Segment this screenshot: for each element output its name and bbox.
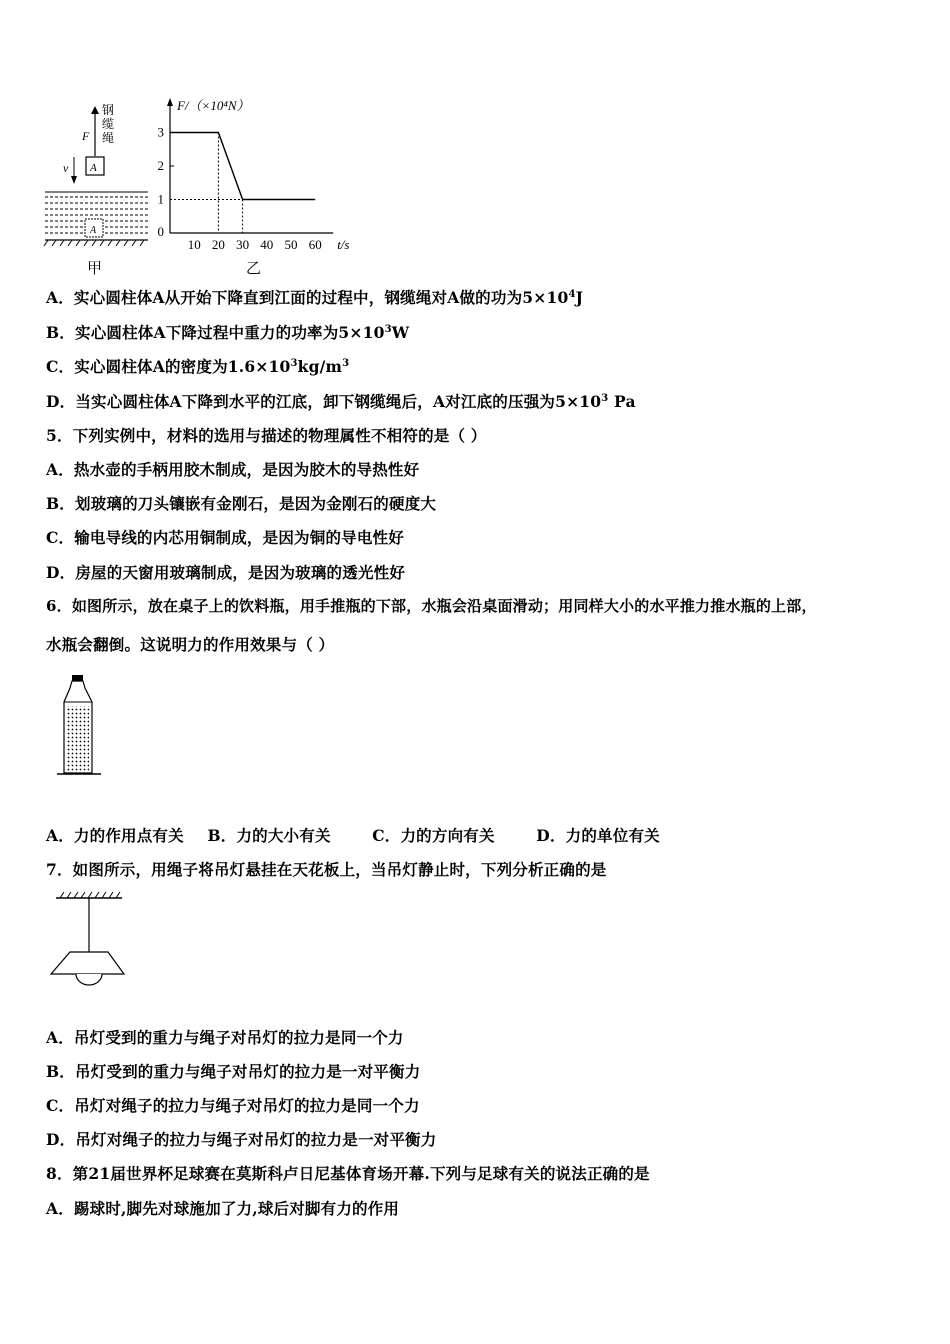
bottle-figure xyxy=(55,672,105,778)
x-tick-label: 40 xyxy=(260,237,274,252)
q6-stem-line1: 6．如图所示，放在桌子上的饮料瓶，用手推瓶的下部，水瓶会沿桌面滑动；用同样大小的水平推力推水瓶的上部， xyxy=(46,597,817,615)
y-tick-label: 1 xyxy=(157,191,164,207)
q4-option-c xyxy=(46,355,349,377)
x-tick-label: 10 xyxy=(187,237,201,252)
q7-stem: 7．如图所示，用绳子将吊灯悬挂在天花板上，当吊灯静止时，下列分析正确的是 xyxy=(46,860,607,879)
q5-option-d: D．房屋的天窗用玻璃制成，是因为玻璃的透光性好 xyxy=(46,563,406,582)
velocity-label: v xyxy=(63,161,69,175)
x-tick-label: 50 xyxy=(284,237,298,252)
q5-stem: 5．下列实例中，材料的选用与描述的物理属性不相符的是（ ） xyxy=(46,426,487,445)
q4-option-exponent: 3 xyxy=(342,357,350,369)
lampshade-icon xyxy=(51,952,124,974)
q6-options xyxy=(46,824,660,846)
bulb-icon xyxy=(76,974,102,985)
q5-option-b: B．划玻璃的刀头镶嵌有金刚石，是因为金刚石的硬度大 xyxy=(46,494,437,513)
q5-option-c: C．输电导线的内芯用铜制成，是因为铜的导电性好 xyxy=(46,528,404,547)
q4-option-unit: Pa xyxy=(608,392,636,411)
series-line-F xyxy=(170,133,315,200)
q6-option-c: C．力的方向有关 xyxy=(372,826,495,845)
q7-option-d: D．吊灯对绳子的拉力与绳子对吊灯的拉力是一对平衡力 xyxy=(46,1130,437,1149)
q4-option-b xyxy=(46,321,409,343)
force-label: F xyxy=(82,129,90,143)
block-label: A xyxy=(90,162,97,174)
q4-option-exponent: 3 xyxy=(601,392,609,404)
q4-option-exponent: 3 xyxy=(290,357,298,369)
q6-option-d: D．力的单位有关 xyxy=(536,826,660,845)
q5-option-a: A．热水壶的手柄用胶木制成，是因为胶木的导热性好 xyxy=(46,460,420,479)
q4-option-a xyxy=(46,286,583,308)
x-tick-label: 60 xyxy=(308,237,322,252)
y-axis-label: F/（×10⁴N） xyxy=(177,98,250,113)
q4-option-text: D．当实心圆柱体A下降到水平的江底，卸下钢缆绳后，A对江底的压强为5×10 xyxy=(46,392,602,411)
q4-option-text: A．实心圆柱体A从开始下降直到江面的过程中，钢缆绳对A做的功为5×10 xyxy=(46,288,569,307)
y-tick-label: 3 xyxy=(157,124,164,140)
x-tick-label: 20 xyxy=(211,237,225,252)
figure-yi-caption: 乙 xyxy=(246,259,262,277)
q7-option-c: C．吊灯对绳子的拉力与绳子对吊灯的拉力是同一个力 xyxy=(46,1096,420,1115)
q7-option-a: A．吊灯受到的重力与绳子对吊灯的拉力是同一个力 xyxy=(46,1028,404,1047)
q6-option-b: B．力的大小有关 xyxy=(207,826,331,845)
y-tick-label: 2 xyxy=(157,158,164,173)
x-axis-label: t/s xyxy=(337,237,350,252)
q4-option-d xyxy=(46,390,636,412)
force-time-chart xyxy=(150,94,365,259)
x-tick-label: 30 xyxy=(236,237,250,252)
y-axis-arrow-icon xyxy=(167,98,173,106)
block-label-bottom: A xyxy=(90,225,97,236)
q4-option-unit: J xyxy=(575,288,584,307)
rope-label: 钢缆绳 xyxy=(102,103,115,145)
q4-option-text: C．实心圆柱体A的密度为1.6×10 xyxy=(46,357,291,376)
bottle-cap-icon xyxy=(72,675,83,681)
q4-option-unit: kg/m xyxy=(297,357,343,376)
q4-option-exponent: 4 xyxy=(568,288,576,300)
origin-label: 0 xyxy=(157,224,164,239)
figure-jia xyxy=(40,100,160,260)
q8-stem: 8．第21届世界杯足球赛在莫斯科卢日尼基体育场开幕.下列与足球有关的说法正确的是 xyxy=(46,1164,650,1183)
q7-option-b: B．吊灯受到的重力与绳子对吊灯的拉力是一对平衡力 xyxy=(46,1062,421,1081)
q6-stem-line2: 水瓶会翻倒。这说明力的作用效果与（ ） xyxy=(46,635,335,654)
q4-option-text: B．实心圆柱体A下降过程中重力的功率为5×10 xyxy=(46,323,385,342)
q8-option-a: A．踢球时,脚先对球施加了力,球后对脚有力的作用 xyxy=(46,1199,400,1218)
figure-jia-caption: 甲 xyxy=(87,259,103,277)
q6-option-a: A．力的作用点有关 xyxy=(46,826,184,845)
q4-option-unit: W xyxy=(391,323,410,342)
q4-option-exponent: 3 xyxy=(384,323,392,335)
hanging-lamp-figure xyxy=(46,890,131,1000)
